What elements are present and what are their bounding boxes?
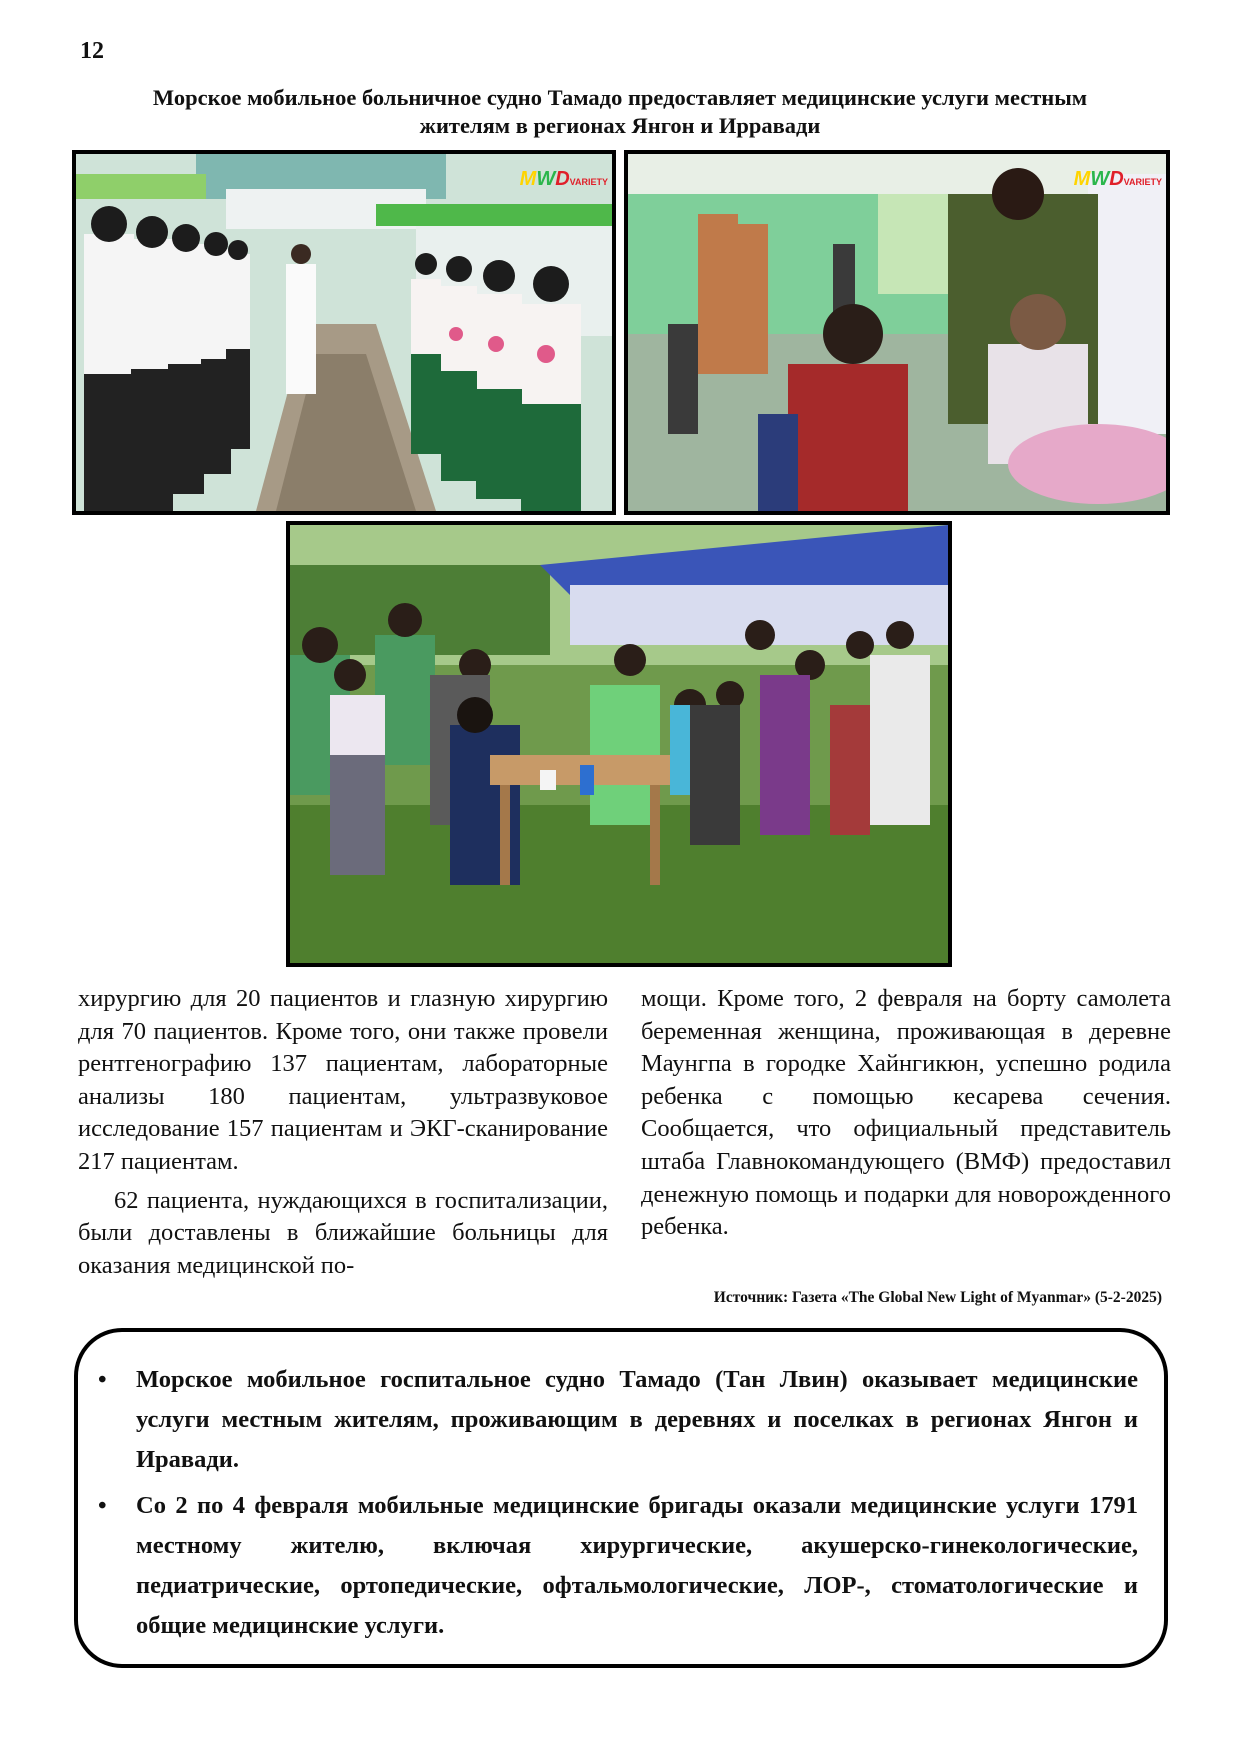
summary-item <box>98 1486 1138 1646</box>
welcome-ceremony-image <box>76 154 612 511</box>
article-column-left <box>78 983 608 1282</box>
mwd-logo: MWDVARIETY <box>519 168 608 190</box>
article-column-right <box>641 983 1171 1244</box>
summary-item-text: Со 2 по 4 февраля мобильные медицинские бригады оказали медицинские услуги 1791 местному жителю, включая хирургические, акушерско-гинекологические, педиатрические, ортопедические, офтальмологические, ЛОР-, стоматологические и общие медицинские услуги. <box>136 1492 1138 1639</box>
summary-item <box>98 1360 1138 1480</box>
field-clinic-image <box>290 525 948 963</box>
photo-field-clinic <box>286 521 952 967</box>
source-citation: Источник: Газета «The Global New Light of Myanmar» (5-2-2025) <box>713 1289 1162 1306</box>
medical-checkup-image <box>628 154 1166 511</box>
photo-medical-checkup <box>624 150 1170 515</box>
summary-box <box>74 1328 1168 1668</box>
summary-item-text: Морское мобильное госпитальное судно Тамадо (Тан Лвин) оказывает медицинские услуги местным жителям, проживающим в деревнях и поселках в регионах Янгон и Иравади. <box>136 1366 1138 1473</box>
photo-welcome-ceremony <box>72 150 616 515</box>
article-paragraph: хирургию для 20 пациентов и глазную хирургию для 70 пациентов. Кроме того, они также провели рентгенографию 137 пациентам, лабораторные анализы 180 пациентам, ультразвуковое исследование 157 пациентам и ЭКГ-сканирование 217 пациентам. <box>78 985 608 1175</box>
summary-list <box>78 1332 1164 1646</box>
page-number: 12 <box>80 38 104 64</box>
page-title <box>70 84 1170 140</box>
page-title-line-2: жителям в регионах Янгон и Ирравади <box>419 113 821 138</box>
article-paragraph: 62 пациента, нуждающихся в госпитализации, были доставлены в ближайшие больницы для оказания медицинской по- <box>78 1186 608 1279</box>
mwd-logo: MWDVARIETY <box>1073 168 1162 190</box>
page-title-line-1: Морское мобильное больничное судно Тамадо предоставляет медицинские услуги местным <box>152 85 1088 110</box>
bullet-icon: • <box>98 1492 107 1519</box>
article-paragraph: мощи. Кроме того, 2 февраля на борту самолета беременная женщина, проживающая в деревне Маунгпа в городке Хайнгикюн, успешно родила ребенка с помощью кесарева сечения. Сообщается, что официальный представитель штаба Главнокомандующего (ВМФ) предоставил денежную помощь и подарки для новорожденного ребенка. <box>641 985 1171 1241</box>
bullet-icon: • <box>98 1366 107 1393</box>
